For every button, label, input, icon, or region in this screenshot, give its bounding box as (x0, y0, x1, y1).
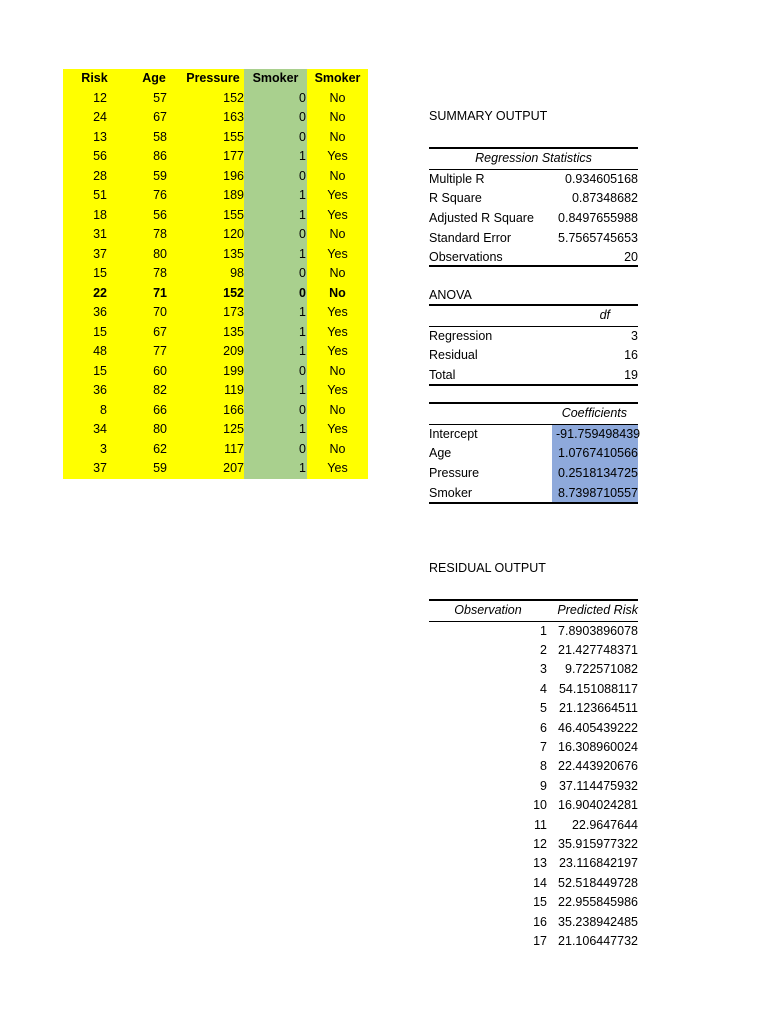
table-row (63, 381, 368, 401)
cell-smoker-numeric: 0 (244, 401, 307, 421)
cell-age: 71 (126, 284, 182, 304)
cell-risk: 18 (63, 206, 126, 226)
anova-label: Total (429, 368, 456, 383)
cell-smoker-text: Yes (307, 342, 368, 362)
coefficient-row (429, 444, 638, 464)
cell-smoker-numeric: 0 (244, 108, 307, 128)
cell-age: 67 (126, 108, 182, 128)
anova-label: Regression (429, 328, 493, 343)
anova-value: 16 (624, 348, 638, 363)
residual-predicted: 22.955845986 (558, 895, 638, 910)
cell-age: 56 (126, 206, 182, 226)
cell-smoker-numeric: 1 (244, 206, 307, 226)
residual-row (429, 719, 638, 738)
cell-smoker-text: Yes (307, 245, 368, 265)
cell-age: 80 (126, 420, 182, 440)
coefficients-bottom-rule (429, 502, 638, 504)
cell-smoker-numeric: 1 (244, 420, 307, 440)
residual-observation: 5 (540, 701, 547, 716)
cell-risk: 36 (63, 303, 126, 323)
cell-pressure: 120 (182, 225, 244, 245)
cell-smoker-numeric: 1 (244, 381, 307, 401)
stat-value: 0.87348682 (571, 191, 638, 206)
residual-row (429, 777, 638, 796)
cell-smoker-text: No (307, 401, 368, 421)
coefficient-row (429, 425, 641, 445)
anova-row (429, 366, 638, 386)
table-row (63, 342, 368, 362)
cell-smoker-numeric: 1 (244, 323, 307, 343)
anova-row (429, 327, 638, 347)
summary-title: SUMMARY OUTPUT (429, 109, 548, 123)
residual-row (429, 680, 638, 699)
cell-pressure: 189 (182, 186, 244, 206)
residual-predicted: 52.518449728 (558, 875, 638, 890)
data-table (63, 69, 368, 479)
cell-risk: 12 (63, 89, 126, 109)
residual-observation: 1 (540, 623, 547, 638)
cell-pressure: 166 (182, 401, 244, 421)
residual-observation: 2 (540, 643, 547, 658)
cell-smoker-text: No (307, 440, 368, 460)
cell-age: 76 (126, 186, 182, 206)
residual-row (429, 913, 638, 932)
anova-value: 3 (631, 328, 638, 343)
residual-row (429, 622, 638, 641)
header-age: Age (126, 69, 182, 89)
residual-title: RESIDUAL OUTPUT (429, 561, 546, 575)
residual-predicted: 21.123664511 (558, 701, 638, 716)
cell-risk: 13 (63, 128, 126, 148)
cell-smoker-text: Yes (307, 206, 368, 226)
residual-observation: 17 (533, 933, 547, 948)
residual-predicted: 37.114475932 (558, 778, 638, 793)
cell-risk: 3 (63, 440, 126, 460)
stat-value: 20 (624, 250, 638, 265)
cell-risk: 34 (63, 420, 126, 440)
residual-row (429, 699, 638, 718)
cell-pressure: 152 (182, 284, 244, 304)
stat-label: Multiple R (429, 171, 485, 186)
residual-row (429, 757, 638, 776)
cell-smoker-numeric: 1 (244, 245, 307, 265)
residual-predicted: 35.238942485 (558, 914, 638, 929)
table-row (63, 128, 368, 148)
table-row (63, 284, 368, 304)
table-row (63, 459, 368, 479)
anova-title: ANOVA (429, 288, 472, 302)
coefficient-value: 0.2518134725 (552, 464, 638, 484)
stat-label: Adjusted R Square (429, 211, 534, 226)
cell-risk: 51 (63, 186, 126, 206)
cell-smoker-text: Yes (307, 459, 368, 479)
cell-pressure: 209 (182, 342, 244, 362)
cell-smoker-numeric: 0 (244, 264, 307, 284)
residual-observation: 6 (540, 720, 547, 735)
cell-age: 59 (126, 167, 182, 187)
coefficient-value: 8.7398710557 (552, 484, 638, 504)
cell-smoker-numeric: 0 (244, 362, 307, 382)
table-row (63, 362, 368, 382)
residual-observation: 10 (533, 798, 547, 813)
cell-smoker-numeric: 1 (244, 342, 307, 362)
regression-statistics-header: Regression Statistics (475, 151, 592, 165)
residual-row (429, 738, 638, 757)
stats-bottom-rule (429, 265, 638, 267)
cell-smoker-numeric: 0 (244, 167, 307, 187)
residual-predicted: 23.116842197 (558, 856, 638, 871)
residual-predicted: 22.9647644 (571, 817, 638, 832)
cell-smoker-text: No (307, 89, 368, 109)
cell-risk: 15 (63, 362, 126, 382)
stat-value: 5.7565745653 (558, 230, 638, 245)
residual-predicted: 7.8903896078 (558, 623, 638, 638)
cell-smoker-text: Yes (307, 381, 368, 401)
coefficient-label: Smoker (429, 485, 473, 500)
cell-risk: 37 (63, 245, 126, 265)
residual-row (429, 893, 638, 912)
cell-risk: 8 (63, 401, 126, 421)
regression-statistics-table (429, 147, 638, 268)
residual-predicted: 9.722571082 (565, 662, 638, 677)
residual-row (429, 641, 638, 660)
stat-label: R Square (429, 191, 482, 206)
header-smoker-text: Smoker (307, 69, 368, 89)
stat-label: Observations (429, 250, 503, 265)
table-row (63, 108, 368, 128)
cell-risk: 36 (63, 381, 126, 401)
cell-age: 78 (126, 225, 182, 245)
residual-observation: 12 (533, 836, 547, 851)
cell-risk: 56 (63, 147, 126, 167)
header-pressure: Pressure (182, 69, 244, 89)
cell-age: 86 (126, 147, 182, 167)
cell-risk: 48 (63, 342, 126, 362)
cell-smoker-numeric: 0 (244, 89, 307, 109)
cell-smoker-text: No (307, 264, 368, 284)
data-table-body (63, 89, 368, 479)
cell-risk: 28 (63, 167, 126, 187)
cell-smoker-numeric: 1 (244, 459, 307, 479)
cell-pressure: 163 (182, 108, 244, 128)
cell-pressure: 152 (182, 89, 244, 109)
header-risk: Risk (63, 69, 126, 89)
cell-smoker-text: No (307, 128, 368, 148)
residual-observation: 16 (533, 914, 547, 929)
cell-smoker-numeric: 1 (244, 186, 307, 206)
residual-row (429, 835, 638, 854)
cell-pressure: 196 (182, 167, 244, 187)
cell-risk: 15 (63, 323, 126, 343)
cell-smoker-text: Yes (307, 147, 368, 167)
coefficients-header: Coefficients (561, 406, 627, 420)
cell-pressure: 155 (182, 128, 244, 148)
anova-df-header: df (599, 308, 610, 322)
residual-row (429, 932, 638, 951)
cell-smoker-numeric: 0 (244, 225, 307, 245)
table-row (63, 147, 368, 167)
cell-age: 66 (126, 401, 182, 421)
anova-table (429, 304, 638, 386)
residual-row (429, 816, 638, 835)
residual-table (429, 599, 638, 951)
residual-observation: 15 (533, 895, 547, 910)
coefficients-table (429, 402, 641, 503)
residual-observation-header: Observation (454, 603, 522, 617)
cell-age: 67 (126, 323, 182, 343)
coefficient-row (429, 464, 638, 484)
cell-smoker-text: No (307, 284, 368, 304)
stat-value: 0.934605168 (565, 171, 638, 186)
cell-pressure: 199 (182, 362, 244, 382)
coefficient-value: -91.759498439 (552, 425, 638, 445)
residual-row (429, 854, 638, 873)
residual-observation: 14 (533, 875, 547, 890)
residual-predicted: 16.308960024 (558, 740, 638, 755)
anova-row (429, 346, 638, 366)
cell-age: 82 (126, 381, 182, 401)
cell-smoker-text: No (307, 108, 368, 128)
header-smoker-numeric: Smoker (244, 69, 307, 89)
cell-risk: 24 (63, 108, 126, 128)
residual-predicted-header: Predicted Risk (557, 603, 638, 617)
table-row (63, 401, 368, 421)
cell-age: 77 (126, 342, 182, 362)
anova-bottom-rule (429, 384, 638, 386)
residual-observation: 9 (540, 778, 547, 793)
cell-smoker-numeric: 0 (244, 440, 307, 460)
residual-predicted: 35.915977322 (558, 836, 638, 851)
cell-smoker-text: No (307, 167, 368, 187)
cell-smoker-numeric: 0 (244, 284, 307, 304)
coefficient-label: Age (429, 446, 452, 461)
table-row (63, 206, 368, 226)
cell-pressure: 98 (182, 264, 244, 284)
cell-pressure: 125 (182, 420, 244, 440)
coefficient-label: Pressure (429, 466, 480, 481)
cell-pressure: 207 (182, 459, 244, 479)
data-table-header (63, 69, 368, 89)
coefficient-value: 1.0767410566 (552, 444, 638, 464)
residual-predicted: 21.106447732 (558, 933, 638, 948)
table-row (63, 89, 368, 109)
table-row (63, 264, 368, 284)
residual-observation: 4 (540, 681, 547, 696)
stat-row (429, 170, 638, 190)
residual-predicted: 16.904024281 (558, 798, 638, 813)
stat-row (429, 229, 638, 249)
table-row (63, 245, 368, 265)
cell-smoker-text: Yes (307, 420, 368, 440)
cell-age: 78 (126, 264, 182, 284)
stat-row (429, 189, 638, 209)
residual-observation: 8 (540, 759, 547, 774)
cell-pressure: 119 (182, 381, 244, 401)
residual-observation: 7 (540, 740, 547, 755)
stat-row (429, 209, 638, 229)
residual-row (429, 796, 638, 815)
cell-pressure: 155 (182, 206, 244, 226)
anova-label: Residual (429, 348, 478, 363)
cell-risk: 31 (63, 225, 126, 245)
stat-label: Standard Error (429, 230, 511, 245)
residual-predicted: 54.151088117 (558, 681, 638, 696)
table-row (63, 303, 368, 323)
coefficient-row (429, 484, 638, 504)
residual-row (429, 660, 638, 679)
cell-pressure: 173 (182, 303, 244, 323)
cell-age: 58 (126, 128, 182, 148)
residual-observation: 13 (533, 856, 547, 871)
table-row (63, 420, 368, 440)
cell-smoker-text: Yes (307, 323, 368, 343)
table-row (63, 323, 368, 343)
cell-age: 59 (126, 459, 182, 479)
cell-age: 62 (126, 440, 182, 460)
residual-observation: 11 (534, 817, 547, 832)
cell-smoker-numeric: 1 (244, 303, 307, 323)
table-row (63, 186, 368, 206)
cell-age: 57 (126, 89, 182, 109)
cell-smoker-text: Yes (307, 303, 368, 323)
table-row (63, 167, 368, 187)
cell-risk: 37 (63, 459, 126, 479)
stat-value: 0.8497655988 (558, 211, 638, 226)
cell-pressure: 117 (182, 440, 244, 460)
cell-pressure: 177 (182, 147, 244, 167)
coefficient-label: Intercept (429, 426, 478, 441)
table-row (63, 225, 368, 245)
cell-smoker-text: No (307, 225, 368, 245)
residual-predicted: 22.443920676 (558, 759, 638, 774)
cell-age: 80 (126, 245, 182, 265)
table-row (63, 440, 368, 460)
cell-pressure: 135 (182, 245, 244, 265)
cell-age: 60 (126, 362, 182, 382)
cell-risk: 22 (63, 284, 126, 304)
residual-predicted: 46.405439222 (558, 720, 638, 735)
residual-predicted: 21.427748371 (558, 643, 638, 658)
cell-smoker-text: Yes (307, 186, 368, 206)
cell-risk: 15 (63, 264, 126, 284)
cell-age: 70 (126, 303, 182, 323)
cell-smoker-numeric: 0 (244, 128, 307, 148)
residual-row (429, 874, 638, 893)
residual-observation: 3 (540, 662, 547, 677)
cell-smoker-numeric: 1 (244, 147, 307, 167)
cell-pressure: 135 (182, 323, 244, 343)
cell-smoker-text: No (307, 362, 368, 382)
anova-value: 19 (624, 368, 638, 383)
